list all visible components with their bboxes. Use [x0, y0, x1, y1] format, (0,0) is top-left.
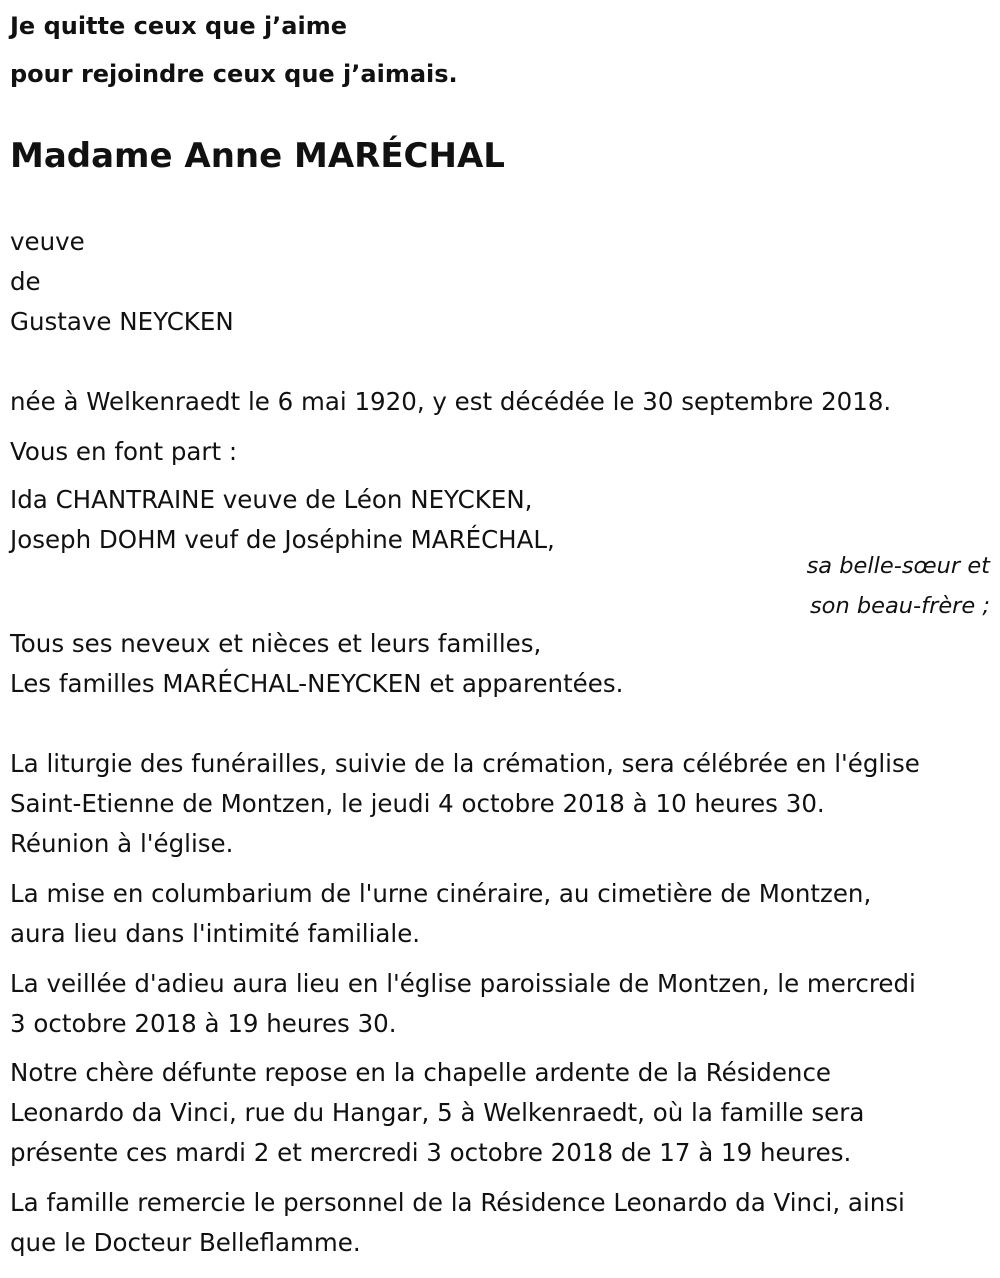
announcer-line-4: Les familles MARÉCHAL-NEYCKEN et apparentées. — [10, 669, 624, 698]
vigil-line-1: La veillée d'adieu aura lieu en l'église paroissiale de Montzen, le mercredi — [10, 969, 916, 998]
rest-line-3: présente ces mardi 2 et mercredi 3 octobre 2018 de 17 à 19 heures. — [10, 1138, 852, 1167]
rest-line-2: Leonardo da Vinci, rue du Hangar, 5 à Welkenraedt, où la famille sera — [10, 1098, 865, 1127]
deceased-name: Madame Anne MARÉCHAL — [10, 136, 505, 176]
epitaph-line-1: Je quitte ceux que j’aime — [10, 12, 348, 40]
widow-line-1: veuve — [10, 227, 85, 256]
liturgy-line-2: Saint-Etienne de Montzen, le jeudi 4 octobre 2018 à 10 heures 30. — [10, 789, 825, 818]
relation-line-2: son beau-frère ; — [809, 593, 990, 619]
thanks-line-2: que le Docteur Belleflamme. — [10, 1228, 361, 1257]
announcer-line-3: Tous ses neveux et nièces et leurs familles, — [10, 629, 542, 658]
birth-death-line: née à Welkenraedt le 6 mai 1920, y est décédée le 30 septembre 2018. — [10, 387, 892, 416]
epitaph-line-2: pour rejoindre ceux que j’aimais. — [10, 60, 458, 88]
thanks-line-1: La famille remercie le personnel de la Résidence Leonardo da Vinci, ainsi — [10, 1188, 905, 1217]
rest-line-1: Notre chère défunte repose en la chapelle ardente de la Résidence — [10, 1058, 832, 1087]
widow-line-2: de — [10, 267, 41, 296]
spouse-name: Gustave NEYCKEN — [10, 307, 234, 336]
liturgy-line-1: La liturgie des funérailles, suivie de la crémation, sera célébrée en l'église — [10, 749, 920, 778]
columbarium-line-2: aura lieu dans l'intimité familiale. — [10, 919, 421, 948]
announcer-line-1: Ida CHANTRAINE veuve de Léon NEYCKEN, — [10, 485, 533, 514]
columbarium-line-1: La mise en columbarium de l'urne cinéraire, au cimetière de Montzen, — [10, 879, 872, 908]
liturgy-line-3: Réunion à l'église. — [10, 829, 234, 858]
vigil-line-2: 3 octobre 2018 à 19 heures 30. — [10, 1009, 397, 1038]
relation-line-1: sa belle-sœur et — [806, 553, 990, 579]
announcer-line-2: Joseph DOHM veuf de Joséphine MARÉCHAL, — [10, 525, 555, 554]
announcers-intro: Vous en font part : — [10, 437, 238, 466]
